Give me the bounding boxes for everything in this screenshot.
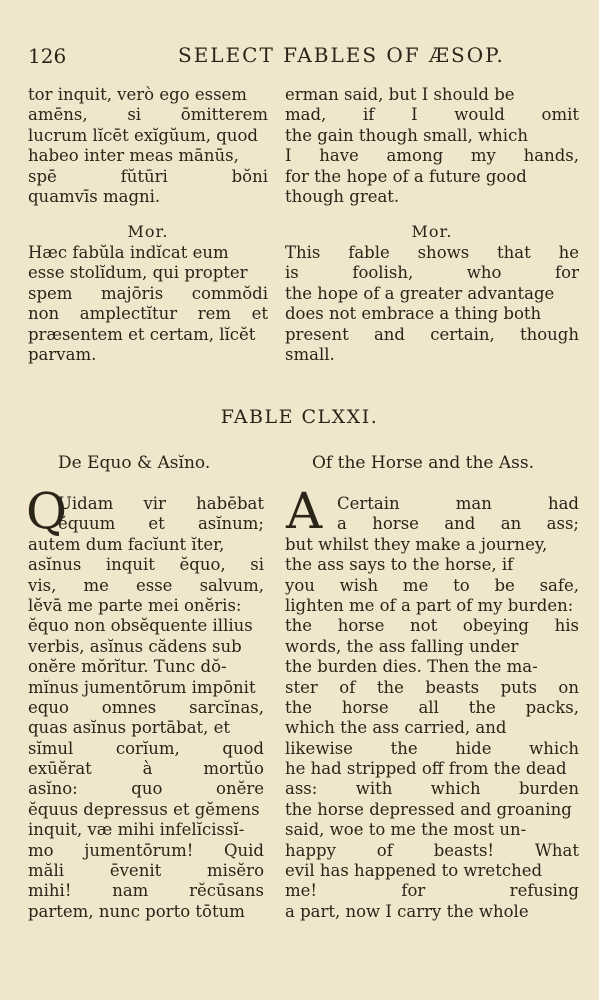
english-continuation-line: though great. bbox=[285, 186, 400, 206]
english-line: evil has happened to wretched bbox=[285, 861, 543, 881]
english-drop-capital: A bbox=[286, 482, 323, 540]
moral-line: small. bbox=[285, 344, 335, 364]
latin-line: vis, me esse salvum, bbox=[28, 575, 264, 595]
english-subtitle: Of the Horse and the Ass. bbox=[312, 453, 534, 473]
english-line: said, woe to me the most un- bbox=[285, 820, 527, 840]
english-line: the burden dies. Then the ma- bbox=[285, 657, 538, 677]
latin-line: mo jumentōrum! Quid bbox=[28, 840, 264, 860]
latin-continuation-line: quamvīs magni. bbox=[28, 186, 161, 206]
english-line: a part, now I carry the whole bbox=[285, 901, 529, 921]
english-line: the horse depressed and groaning bbox=[285, 799, 572, 819]
latin-continuation-line: habeo inter meas mānūs, bbox=[28, 146, 239, 166]
latin-line: măli ēvenit misĕro bbox=[28, 861, 264, 881]
moral-line: spem majōris commŏdi bbox=[28, 283, 268, 303]
english-line: ster of the beasts puts on bbox=[285, 677, 579, 697]
english-line: the horse not obeying his bbox=[285, 616, 579, 636]
moral-line: does not embrace a thing both bbox=[285, 304, 542, 324]
fable-heading: FABLE CLXXI. bbox=[220, 406, 379, 428]
latin-continuation-line: amēns, si ōmitterem bbox=[28, 105, 268, 125]
moral-line: This fable shows that he bbox=[285, 243, 579, 262]
latin-line: autem dum facĭunt ĭter, bbox=[28, 534, 225, 554]
latin-fable-body bbox=[28, 494, 264, 922]
english-moral bbox=[285, 221, 579, 365]
english-line: a horse and an ass; bbox=[337, 514, 579, 534]
english-line: happy of beasts! What bbox=[285, 840, 579, 860]
english-continuation-line: for the hope of a future good bbox=[285, 166, 527, 186]
english-line: words, the ass falling under bbox=[285, 636, 519, 656]
latin-line: ĕquum et asĭnum; bbox=[58, 514, 264, 534]
english-line: but whilst they make a journey, bbox=[285, 534, 548, 554]
english-line: ass: with which burden bbox=[285, 779, 579, 799]
moral-line: parvam. bbox=[28, 344, 97, 364]
latin-moral bbox=[28, 221, 268, 365]
english-continuation-line: I have among my hands, bbox=[285, 146, 579, 166]
english-line: me! for refusing bbox=[285, 881, 579, 901]
moral-line: present and certain, though bbox=[285, 324, 579, 344]
moral-line: non amplectĭtur rem et bbox=[28, 304, 268, 324]
english-continuation-line: mad, if I would omit bbox=[285, 105, 579, 125]
latin-continuation-line: spē fŭtūri bŏni bbox=[28, 166, 268, 186]
latin-line: quas asĭnus portābat, et bbox=[28, 718, 231, 738]
latin-line: ĕquo non obsĕquente illius bbox=[28, 616, 253, 636]
english-line: he had stripped off from the dead bbox=[285, 759, 567, 779]
latin-line: Uidam vir habēbat bbox=[58, 494, 264, 513]
latin-drop-capital: Q bbox=[26, 482, 67, 540]
latin-line: lĕvā me parte mei onĕris: bbox=[28, 595, 242, 615]
latin-continuation-line: lucrum lĭcēt exĭgŭum, quod bbox=[28, 125, 258, 145]
latin-line: onĕre mŏrĭtur. Tunc dŏ- bbox=[28, 657, 227, 677]
latin-line: mĭnus jumentōrum impōnit bbox=[28, 677, 256, 697]
english-line: lighten me of a part of my burden: bbox=[285, 595, 574, 615]
english-line: the horse all the packs, bbox=[285, 697, 579, 717]
english-line: which the ass carried, and bbox=[285, 718, 507, 738]
latin-line: partem, nunc porto tōtum bbox=[28, 901, 245, 921]
english-continuation-line: erman said, but I should be bbox=[285, 85, 515, 104]
moral-line: Hæc fabŭla indĭcat eum bbox=[28, 243, 229, 262]
latin-line: sĭmul corĭum, quod bbox=[28, 738, 264, 758]
english-fable-body bbox=[285, 494, 579, 922]
latin-line: equo omnes sarcĭnas, bbox=[28, 697, 264, 717]
latin-line: inquit, væ mihi infelĭcissĭ- bbox=[28, 820, 245, 840]
running-title: SELECT FABLES OF ÆSOP. bbox=[178, 43, 505, 67]
latin-continuation-line: tor inquit, verò ego essem bbox=[28, 85, 247, 104]
moral-line: is foolish, who for bbox=[285, 263, 579, 283]
english-line: Certain man had bbox=[337, 494, 579, 513]
latin-line: verbis, asĭnus cădens sub bbox=[28, 636, 242, 656]
moral-line: præsentem et certam, lĭcĕt bbox=[28, 324, 256, 344]
english-line: likewise the hide which bbox=[285, 738, 579, 758]
english-continuation bbox=[285, 85, 579, 207]
latin-line: asĭno: quo onĕre bbox=[28, 779, 264, 799]
latin-subtitle: De Equo & Asĭno. bbox=[58, 453, 211, 473]
moral-line: the hope of a greater advantage bbox=[285, 283, 555, 303]
english-line: the ass says to the horse, if bbox=[285, 555, 514, 575]
latin-line: mihi! nam rĕcūsans bbox=[28, 881, 264, 901]
page-number: 126 bbox=[28, 44, 67, 68]
latin-line: asĭnus inquit ĕquo, si bbox=[28, 555, 264, 575]
english-line: you wish me to be safe, bbox=[285, 575, 579, 595]
latin-line: ĕquus depressus et gĕmens bbox=[28, 799, 260, 819]
page-header bbox=[28, 40, 573, 66]
moral-heading-english: Mor. bbox=[411, 222, 453, 241]
latin-continuation bbox=[28, 85, 268, 207]
latin-line: exūĕrat à mortŭo bbox=[28, 759, 264, 779]
english-continuation-line: the gain though small, which bbox=[285, 125, 528, 145]
moral-heading-latin: Mor. bbox=[127, 222, 169, 241]
moral-line: esse stolĭdum, qui propter bbox=[28, 263, 248, 283]
